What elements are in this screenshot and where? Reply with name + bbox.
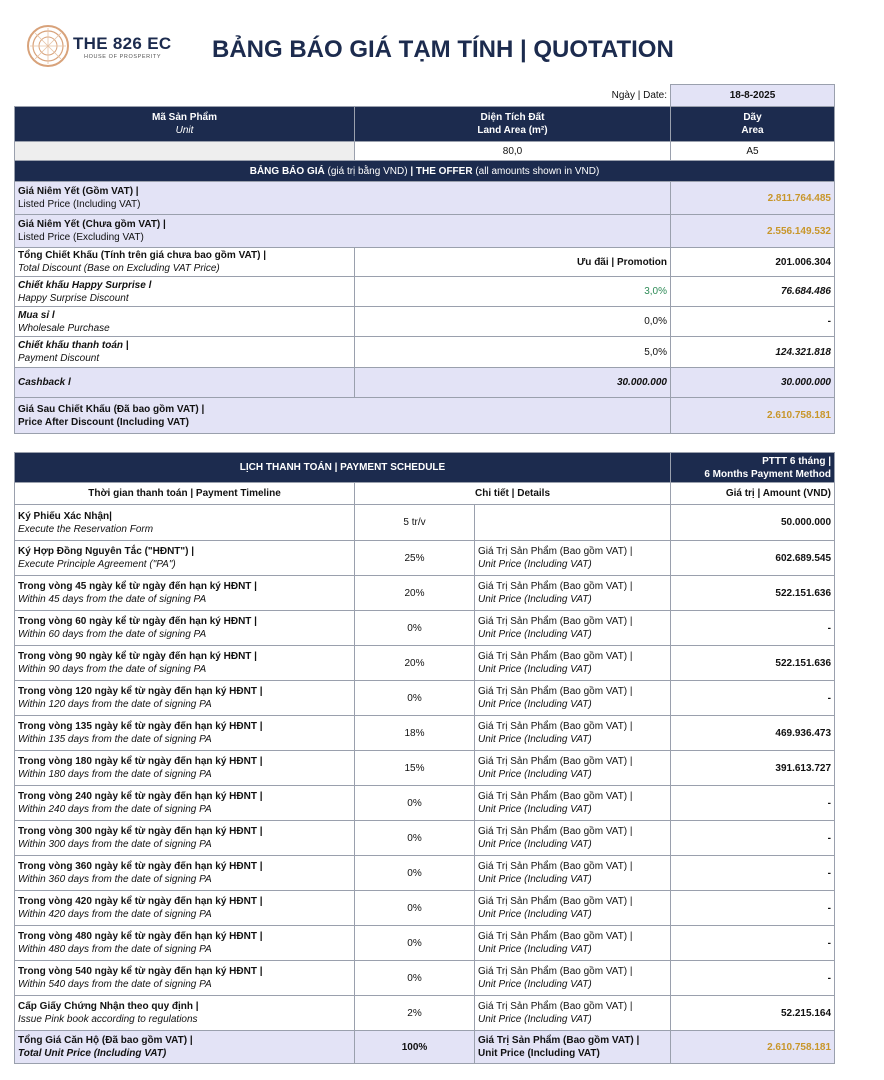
- row-details: [475, 996, 671, 1031]
- listed-incl-value: 2.811.764.485: [671, 182, 835, 215]
- schedule-row: [15, 821, 835, 856]
- listed-excl-label: [15, 215, 671, 248]
- row-timeline: [15, 646, 355, 681]
- row-timeline: [15, 611, 355, 646]
- row-details-en: Unit Price (Including VAT): [478, 839, 592, 850]
- schedule-title: LỊCH THANH TOÁN | PAYMENT SCHEDULE: [15, 453, 671, 483]
- row-timeline-en: Within 240 days from the date of signing PA: [18, 804, 212, 815]
- row-timeline-en: Within 480 days from the date of signing PA: [18, 944, 212, 955]
- row-amount: -: [671, 821, 835, 856]
- brand-name: THE 826 EC: [73, 34, 172, 53]
- schedule-row: [15, 611, 835, 646]
- row-amount: 522.151.636: [671, 646, 835, 681]
- row-amount: 522.151.636: [671, 576, 835, 611]
- row-details: [475, 576, 671, 611]
- listed-incl-en: Listed Price (Including VAT): [18, 199, 141, 210]
- total-amount: 2.610.758.181: [671, 1031, 835, 1064]
- listed-incl-vi: Giá Niêm Yết (Gồm VAT) |: [18, 186, 139, 197]
- row-details-en: Unit Price (Including VAT): [478, 594, 592, 605]
- row-percent: 0%: [355, 821, 475, 856]
- after-discount-vi: Giá Sau Chiết Khấu (Đã bao gồm VAT) |: [18, 403, 205, 415]
- row-details-vi: Giá Trị Sản Phẩm (Bao gồm VAT) |: [478, 721, 633, 732]
- row-timeline-en: Within 540 days from the date of signing PA: [18, 979, 212, 990]
- row-details-vi: Giá Trị Sản Phẩm (Bao gồm VAT) |: [478, 686, 633, 697]
- row-percent: 25%: [355, 541, 475, 576]
- row-details-en: Unit Price (Including VAT): [478, 699, 592, 710]
- row-percent: 0%: [355, 681, 475, 716]
- row-timeline: [15, 821, 355, 856]
- unit-code-header: [15, 107, 355, 142]
- cashback-label: Cashback l: [15, 368, 355, 398]
- row-timeline: [15, 891, 355, 926]
- row-amount: -: [671, 681, 835, 716]
- row-amount: 50.000.000: [671, 505, 835, 541]
- schedule-method: [671, 453, 835, 483]
- row-timeline: [15, 996, 355, 1031]
- payment-schedule-table: [14, 452, 835, 1064]
- row-details-vi: Giá Trị Sản Phẩm (Bao gồm VAT) |: [478, 581, 633, 592]
- row-timeline-vi: Trong vòng 45 ngày kể từ ngày đến hạn ký HĐNT |: [18, 581, 257, 592]
- row-timeline-vi: Trong vòng 420 ngày kể từ ngày đến hạn ký HĐNT |: [18, 896, 263, 907]
- row-timeline-vi: Trong vòng 300 ngày kể từ ngày đến hạn ký HĐNT |: [18, 826, 263, 837]
- total-discount-en: Total Discount (Base on Excluding VAT Price): [18, 263, 220, 274]
- schedule-row: [15, 541, 835, 576]
- date-spacer: [15, 85, 355, 107]
- row-percent: 0%: [355, 786, 475, 821]
- row-details-vi: Giá Trị Sản Phẩm (Bao gồm VAT) |: [478, 1001, 633, 1012]
- row-details-vi: Giá Trị Sản Phẩm (Bao gồm VAT) |: [478, 931, 633, 942]
- row-details: [475, 681, 671, 716]
- schedule-row: [15, 751, 835, 786]
- col-amount-header: Giá trị | Amount (VND): [671, 483, 835, 505]
- row-timeline-vi: Ký Hợp Đồng Nguyên Tắc ("HĐNT") |: [18, 546, 195, 557]
- row-amount: -: [671, 856, 835, 891]
- row-percent: 0%: [355, 611, 475, 646]
- schedule-row: [15, 505, 835, 541]
- row-amount: -: [671, 961, 835, 996]
- row-timeline-en: Within 120 days from the date of signing PA: [18, 699, 212, 710]
- unit-code-label: Mã Sản Phẩm: [151, 112, 218, 123]
- row-details-vi: Giá Trị Sản Phẩm (Bao gồm VAT) |: [478, 651, 633, 662]
- row-details: [475, 891, 671, 926]
- col-timeline-header: Thời gian thanh toán | Payment Timeline: [15, 483, 355, 505]
- schedule-row: [15, 786, 835, 821]
- page-title: BẢNG BÁO GIÁ TẠM TÍNH | QUOTATION: [212, 36, 674, 63]
- row-details-vi: Giá Trị Sản Phẩm (Bao gồm VAT) |: [478, 616, 633, 627]
- schedule-row: [15, 646, 835, 681]
- row-timeline-en: Within 90 days from the date of signing PA: [18, 664, 207, 675]
- row-amount: 469.936.473: [671, 716, 835, 751]
- row-timeline: [15, 541, 355, 576]
- row-timeline-vi: Trong vòng 480 ngày kể từ ngày đến hạn ký HĐNT |: [18, 931, 263, 942]
- area-value: A5: [671, 142, 835, 161]
- schedule-method-en: 6 Months Payment Method: [704, 468, 832, 480]
- schedule-row: [15, 891, 835, 926]
- row-timeline-en: Execute Principle Agreement ("PA"): [18, 559, 176, 570]
- schedule-row: [15, 961, 835, 996]
- payment-discount-pct: 5,0%: [355, 337, 671, 368]
- area-label: Dãy: [743, 112, 762, 123]
- schedule-rows: [15, 505, 835, 1031]
- row-timeline: [15, 505, 355, 541]
- payment-discount-vi: Chiết khấu thanh toán |: [18, 340, 129, 351]
- payment-discount-en: Payment Discount: [18, 353, 100, 364]
- offer-heading: [15, 161, 835, 182]
- row-timeline-vi: Trong vòng 60 ngày kể từ ngày đến hạn ký HĐNT |: [18, 616, 257, 627]
- row-details-en: Unit Price (Including VAT): [478, 559, 592, 570]
- schedule-row: [15, 996, 835, 1031]
- offer-table: [14, 84, 835, 434]
- row-amount: -: [671, 926, 835, 961]
- schedule-row: [15, 681, 835, 716]
- row-timeline-vi: Ký Phiếu Xác Nhận|: [18, 510, 112, 522]
- schedule-row: [15, 926, 835, 961]
- after-discount-value: 2.610.758.181: [671, 398, 835, 434]
- land-area-value: 80,0: [355, 142, 671, 161]
- row-details-vi: Giá Trị Sản Phẩm (Bao gồm VAT) |: [478, 861, 633, 872]
- row-details-vi: Giá Trị Sản Phẩm (Bao gồm VAT) |: [478, 966, 633, 977]
- row-details: [475, 821, 671, 856]
- row-timeline: [15, 926, 355, 961]
- row-amount: 52.215.164: [671, 996, 835, 1031]
- row-timeline-en: Within 300 days from the date of signing PA: [18, 839, 212, 850]
- schedule-row: [15, 716, 835, 751]
- schedule-row: [15, 856, 835, 891]
- row-percent: 18%: [355, 716, 475, 751]
- row-timeline-vi: Trong vòng 135 ngày kể từ ngày đến hạn ký HĐNT |: [18, 721, 263, 732]
- row-details-en: Unit Price (Including VAT): [478, 979, 592, 990]
- schedule-method-vi: PTTT 6 tháng |: [762, 455, 832, 467]
- land-area-header: [355, 107, 671, 142]
- row-details-en: Unit Price (Including VAT): [478, 734, 592, 745]
- row-details-vi: Giá Trị Sản Phẩm (Bao gồm VAT) |: [478, 791, 633, 802]
- offer-heading-en: | THE OFFER: [410, 165, 473, 177]
- row-details: [475, 505, 671, 541]
- row-percent: 0%: [355, 926, 475, 961]
- row-details: [475, 611, 671, 646]
- brand-logo-icon: [26, 24, 70, 68]
- row-timeline: [15, 576, 355, 611]
- row-timeline-vi: Cấp Giấy Chứng Nhận theo quy định |: [18, 1001, 199, 1012]
- wholesale-label: [15, 307, 355, 337]
- row-timeline: [15, 961, 355, 996]
- after-discount-en: Price After Discount (Including VAT): [18, 416, 189, 428]
- total-label: [15, 1031, 355, 1064]
- row-details-vi: Giá Trị Sản Phẩm (Bao gồm VAT) |: [478, 756, 633, 767]
- row-details: [475, 786, 671, 821]
- row-details-en: Unit Price (Including VAT): [478, 944, 592, 955]
- row-timeline-en: Within 180 days from the date of signing PA: [18, 769, 212, 780]
- row-details-en: Unit Price (Including VAT): [478, 804, 592, 815]
- row-timeline-vi: Trong vòng 180 ngày kể từ ngày đến hạn ký HĐNT |: [18, 756, 263, 767]
- listed-excl-en: Listed Price (Excluding VAT): [18, 232, 144, 243]
- total-discount-value: 201.006.304: [671, 248, 835, 277]
- row-amount: -: [671, 786, 835, 821]
- row-percent: 0%: [355, 891, 475, 926]
- total-details-vi: Giá Trị Sản Phẩm (Bao gồm VAT) |: [478, 1035, 640, 1046]
- row-percent: 2%: [355, 996, 475, 1031]
- promotion-label: Ưu đãi | Promotion: [355, 248, 671, 277]
- listed-excl-vi: Giá Niêm Yết (Chưa gồm VAT) |: [18, 219, 166, 230]
- total-details: [475, 1031, 671, 1064]
- row-percent: 5 tr/v: [355, 505, 475, 541]
- row-details-en: Unit Price (Including VAT): [478, 1014, 592, 1025]
- header: [0, 0, 884, 84]
- row-timeline-vi: Trong vòng 90 ngày kể từ ngày đến hạn ký HĐNT |: [18, 651, 257, 662]
- wholesale-value: -: [671, 307, 835, 337]
- total-label-en: Total Unit Price (Including VAT): [18, 1048, 167, 1059]
- offer-heading-note: (giá trị bằng VND): [327, 165, 408, 177]
- row-timeline: [15, 681, 355, 716]
- land-area-label-en: Land Area (m²): [477, 125, 548, 136]
- area-label-en: Area: [741, 125, 764, 136]
- payment-discount-label: [15, 337, 355, 368]
- row-amount: -: [671, 611, 835, 646]
- row-details-vi: Giá Trị Sản Phẩm (Bao gồm VAT) |: [478, 896, 633, 907]
- row-details: [475, 856, 671, 891]
- happy-label: [15, 277, 355, 307]
- unit-code-label-en: Unit: [175, 125, 194, 136]
- happy-pct: 3,0%: [355, 277, 671, 307]
- row-amount: -: [671, 891, 835, 926]
- cashback-mid: 30.000.000: [355, 368, 671, 398]
- row-timeline: [15, 751, 355, 786]
- land-area-label: Diện Tích Đất: [480, 112, 545, 123]
- row-timeline-vi: Trong vòng 540 ngày kể từ ngày đến hạn ký HĐNT |: [18, 966, 263, 977]
- offer-heading-vi: BẢNG BÁO GIÁ: [249, 165, 325, 177]
- row-timeline-en: Issue Pink book according to regulations: [18, 1014, 198, 1025]
- row-details-en: Unit Price (Including VAT): [478, 874, 592, 885]
- row-percent: 20%: [355, 646, 475, 681]
- date-value: 18-8-2025: [671, 85, 835, 107]
- row-details: [475, 926, 671, 961]
- row-details-en: Unit Price (Including VAT): [478, 909, 592, 920]
- col-details-header: Chi tiết | Details: [355, 483, 671, 505]
- row-timeline-en: Within 420 days from the date of signing PA: [18, 909, 212, 920]
- after-discount-label: [15, 398, 671, 434]
- row-timeline: [15, 856, 355, 891]
- schedule-row: [15, 576, 835, 611]
- total-discount-label: [15, 248, 355, 277]
- offer-heading-en-note: (all amounts shown in VND): [475, 165, 600, 177]
- wholesale-en: Wholesale Purchase: [18, 322, 110, 334]
- unit-code-value: [15, 142, 355, 161]
- row-timeline-en: Within 60 days from the date of signing PA: [18, 629, 207, 640]
- listed-incl-label: [15, 182, 671, 215]
- row-details: [475, 716, 671, 751]
- row-percent: 0%: [355, 856, 475, 891]
- row-details-vi: Giá Trị Sản Phẩm (Bao gồm VAT) |: [478, 826, 633, 837]
- total-discount-vi: Tổng Chiết Khấu (Tính trên giá chưa bao gồm VAT) |: [18, 250, 266, 261]
- row-timeline-en: Within 360 days from the date of signing PA: [18, 874, 212, 885]
- area-header: [671, 107, 835, 142]
- total-pct: 100%: [355, 1031, 475, 1064]
- row-details-en: Unit Price (Including VAT): [478, 769, 592, 780]
- happy-vi: Chiết khấu Happy Surprise l: [18, 279, 152, 291]
- row-percent: 20%: [355, 576, 475, 611]
- row-timeline-vi: Trong vòng 360 ngày kể từ ngày đến hạn ký HĐNT |: [18, 861, 263, 872]
- row-details-en: Unit Price (Including VAT): [478, 629, 592, 640]
- total-label-vi: Tổng Giá Căn Hộ (Đã bao gồm VAT) |: [18, 1035, 193, 1046]
- total-details-en: Unit Price (Including VAT): [478, 1048, 600, 1059]
- row-details-en: Unit Price (Including VAT): [478, 664, 592, 675]
- cashback-value: 30.000.000: [671, 368, 835, 398]
- date-label: Ngày | Date:: [611, 89, 667, 101]
- row-percent: 0%: [355, 961, 475, 996]
- row-amount: 391.613.727: [671, 751, 835, 786]
- row-details: [475, 751, 671, 786]
- row-amount: 602.689.545: [671, 541, 835, 576]
- row-details: [475, 541, 671, 576]
- row-timeline-en: Within 135 days from the date of signing PA: [18, 734, 212, 745]
- row-timeline-vi: Trong vòng 120 ngày kể từ ngày đến hạn ký HĐNT |: [18, 686, 263, 697]
- listed-excl-value: 2.556.149.532: [671, 215, 835, 248]
- payment-discount-value: 124.321.818: [671, 337, 835, 368]
- row-timeline: [15, 786, 355, 821]
- row-percent: 15%: [355, 751, 475, 786]
- row-details: [475, 961, 671, 996]
- brand-tagline: HOUSE OF PROSPERITY: [84, 54, 162, 60]
- row-details: [475, 646, 671, 681]
- row-timeline: [15, 716, 355, 751]
- row-timeline-en: Within 45 days from the date of signing PA: [18, 594, 207, 605]
- wholesale-vi: Mua sỉ l: [18, 309, 55, 321]
- row-details-vi: Giá Trị Sản Phẩm (Bao gồm VAT) |: [478, 546, 633, 557]
- row-timeline-vi: Trong vòng 240 ngày kể từ ngày đến hạn ký HĐNT |: [18, 791, 263, 802]
- happy-value: 76.684.486: [671, 277, 835, 307]
- wholesale-pct: 0,0%: [355, 307, 671, 337]
- row-timeline-en: Execute the Reservation Form: [18, 523, 154, 535]
- happy-en: Happy Surprise Discount: [18, 292, 129, 304]
